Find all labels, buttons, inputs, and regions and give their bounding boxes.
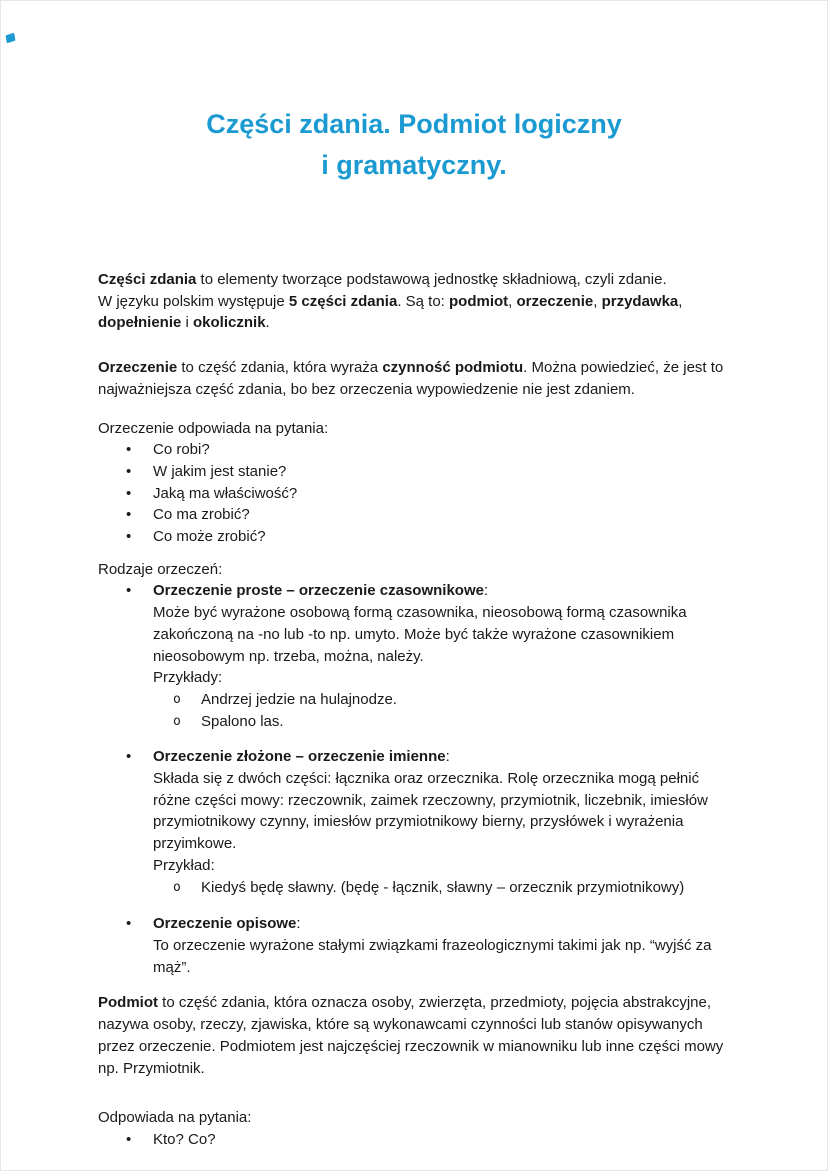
bullet-item xyxy=(98,746,734,898)
bullet-icon: • xyxy=(126,528,132,546)
paragraph xyxy=(98,559,734,581)
bullet-item xyxy=(98,1129,734,1151)
bold-text: orzeczenie xyxy=(516,292,594,310)
text: Przykłady: xyxy=(153,669,223,687)
text: : xyxy=(483,582,489,600)
text: Co ma zrobić? xyxy=(153,506,250,524)
text: Jaką ma właściwość? xyxy=(153,484,298,502)
bullet-content xyxy=(153,913,734,978)
bullet-line xyxy=(153,768,734,855)
paragraph xyxy=(98,1107,734,1129)
bold-text: czynność podmiotu xyxy=(382,359,524,377)
text: i xyxy=(181,314,194,332)
sub-bullet-text: Kiedyś będę sławny. (będę - łącznik, sławny – orzecznik przymiotnikowy) xyxy=(201,878,685,896)
bullet-content xyxy=(153,526,734,548)
bullet-line xyxy=(153,461,734,483)
bullet-line xyxy=(153,667,734,689)
text: Kto? Co? xyxy=(153,1130,216,1148)
title-line-1: Części zdania. Podmiot logiczny xyxy=(206,109,622,139)
text: , xyxy=(678,292,683,310)
text: Co może zrobić? xyxy=(153,528,266,546)
text: Orzeczenie odpowiada na pytania: xyxy=(98,419,329,437)
sub-bullet-text: Spalono las. xyxy=(201,712,284,730)
bullet-icon: • xyxy=(126,506,132,524)
bold-text: Orzeczenie opisowe xyxy=(153,915,297,933)
sub-bullet-item xyxy=(153,711,734,733)
bullet-icon: • xyxy=(126,462,132,480)
text: . xyxy=(265,314,270,332)
text: Przykład: xyxy=(153,856,215,874)
bold-text: Orzeczenie xyxy=(98,359,178,377)
paragraph xyxy=(98,357,734,400)
sub-bullet-item xyxy=(153,689,734,711)
text: To orzeczenie wyrażone stałymi związkami frazeologicznymi takimi jak np. “wyjść za mąż”. xyxy=(153,936,712,976)
circle-bullet-icon: o xyxy=(173,713,181,729)
bullet-item xyxy=(98,526,734,548)
bullet-content xyxy=(153,1129,734,1151)
text: Odpowiada na pytania: xyxy=(98,1109,252,1127)
bold-text: Orzeczenie złożone – orzeczenie imienne xyxy=(153,748,446,766)
bold-text: Podmiot xyxy=(98,994,158,1012)
bullet-content xyxy=(153,439,734,461)
bullet-line xyxy=(153,439,734,461)
bullet-line xyxy=(153,483,734,505)
circle-bullet-icon: o xyxy=(173,691,181,707)
bullet-line xyxy=(153,1129,734,1151)
bullet-item xyxy=(98,461,734,483)
bullet-line xyxy=(153,935,734,978)
bullet-line xyxy=(153,913,734,935)
paragraph xyxy=(98,269,734,334)
bullet-item xyxy=(98,504,734,526)
text: Może być wyrażone osobową formą czasownika, nieosobową formą czasownika zakończoną na -no lub -to np. umyto. Może być także wyrażone czasownikiem nieosobowym np. trzeba, można, należy. xyxy=(153,604,687,665)
bullet-item xyxy=(98,439,734,461)
paragraph xyxy=(98,418,734,440)
text: W jakim jest stanie? xyxy=(153,462,287,480)
bold-text: przydawka xyxy=(601,292,679,310)
bullet-content xyxy=(153,461,734,483)
bold-text: 5 części zdania xyxy=(288,292,398,310)
bullet-icon: • xyxy=(126,748,132,766)
text: to część zdania, która wyraża xyxy=(177,359,383,377)
bullet-icon: • xyxy=(126,484,132,502)
text: : xyxy=(296,915,301,933)
paragraph xyxy=(98,992,734,1079)
text: to część zdania, która oznacza osoby, zwierzęta, przedmioty, pojęcia abstrakcyjne, nazywa osoby, rzeczy, zjawiska, które są wykonawcami czynności lub stanów opisywanych przez orzeczenie. Podmiotem jest najczęściej rzeczownik w mianowniku lub inne części mowy np. Przymiotnik. xyxy=(98,994,724,1077)
text: Co robi? xyxy=(153,441,210,459)
text: . Są to: xyxy=(397,292,450,310)
bullet-content xyxy=(153,504,734,526)
bold-text: dopełnienie xyxy=(98,314,182,332)
bold-text: Orzeczenie proste – orzeczenie czasownikowe xyxy=(153,582,484,600)
bullet-item xyxy=(98,913,734,978)
bullet-item xyxy=(98,580,734,732)
bullet-content xyxy=(153,483,734,505)
bullet-line xyxy=(153,526,734,548)
text: : xyxy=(445,748,450,766)
bullet-line xyxy=(153,580,734,602)
circle-bullet-icon: o xyxy=(173,879,181,895)
bullet-list xyxy=(98,580,734,978)
bullet-line xyxy=(153,602,734,667)
text: . Można powiedzieć, że jest to najważniejsza część zdania, bo bez orzeczenia wypowiedzenie nie jest zdaniem. xyxy=(98,359,724,398)
bold-text: okolicznik xyxy=(193,314,266,332)
corner-accent-mark xyxy=(6,33,16,44)
bullet-icon: • xyxy=(126,915,132,933)
bullet-list xyxy=(98,439,734,548)
text: W języku polskim występuje xyxy=(98,292,289,310)
sub-bullet-text: Andrzej jedzie na hulajnodze. xyxy=(201,690,397,708)
bullet-content xyxy=(153,746,734,898)
text: to elementy tworzące podstawową jednostkę składniową, czyli zdanie. xyxy=(196,271,667,288)
text: , xyxy=(508,292,517,310)
bullet-icon: • xyxy=(126,441,132,459)
text: Składa się z dwóch części: łącznika oraz orzecznika. Rolę orzecznika mogą pełnić różne części mowy: rzeczownik, zaimek rzeczowny, przymiotnik, liczebnik, imiesłów przymiotnikowy czynny, imiesłów przymiotnikowy bierny, przysłówek i wyrażenia przyimkowe. xyxy=(153,770,708,853)
bold-text: podmiot xyxy=(449,292,509,310)
bullet-item xyxy=(98,483,734,505)
sub-bullet-item xyxy=(153,877,734,899)
document-content xyxy=(98,269,734,1151)
bullet-list xyxy=(98,1129,734,1151)
bullet-icon: • xyxy=(126,582,132,600)
document-title xyxy=(1,104,827,186)
bullet-line xyxy=(153,746,734,768)
text: Rodzaje orzeczeń: xyxy=(98,560,223,578)
bullet-icon: • xyxy=(126,1130,132,1148)
text: , xyxy=(593,292,602,310)
bold-text: Części zdania xyxy=(98,271,197,288)
bullet-line xyxy=(153,504,734,526)
bullet-line xyxy=(153,855,734,877)
title-line-2: i gramatyczny. xyxy=(321,150,507,180)
bullet-content xyxy=(153,580,734,732)
